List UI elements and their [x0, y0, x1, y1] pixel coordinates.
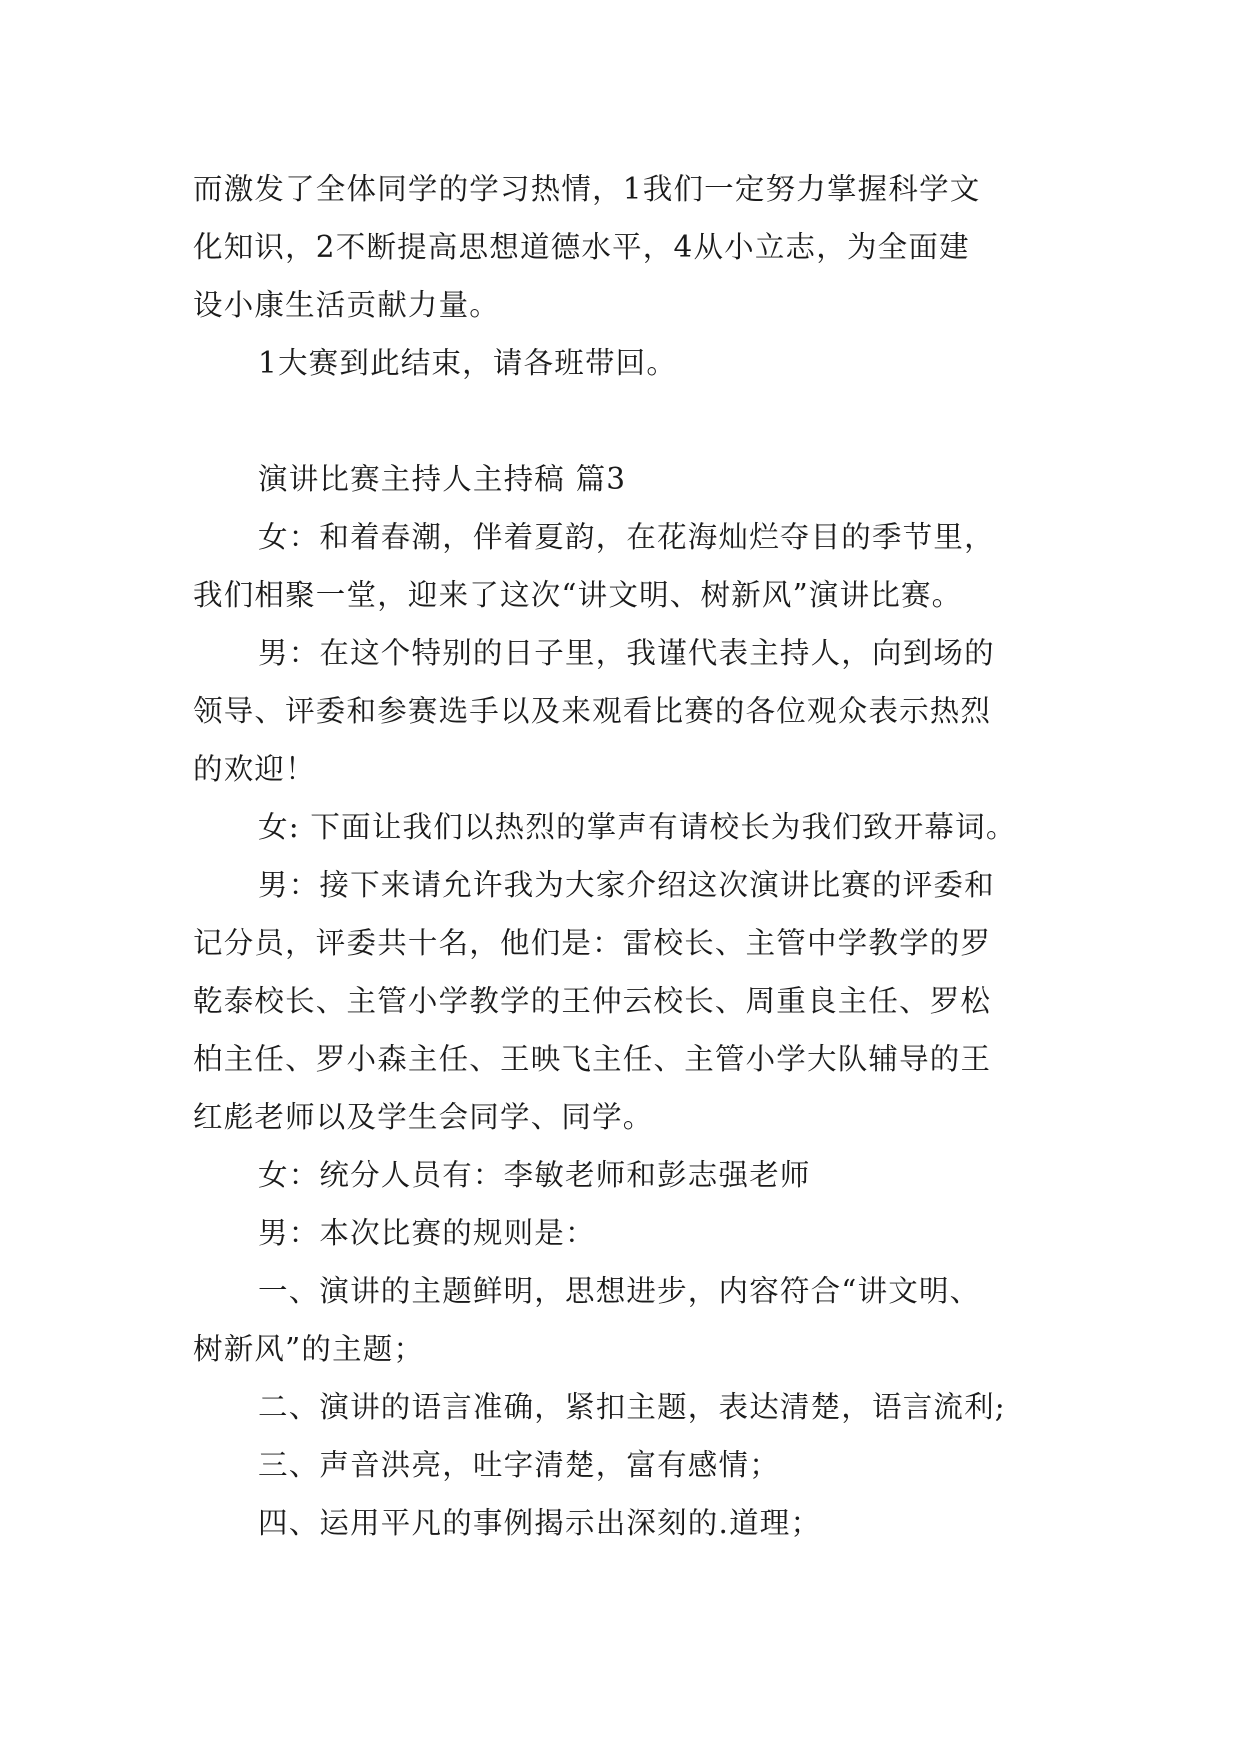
paragraph: [193, 1204, 1073, 1262]
text-line: 女: 下面让我们以热烈的掌声有请校长为我们致开幕词。: [258, 810, 1017, 844]
text-line: 设小康生活贡献力量。: [193, 288, 501, 322]
paragraph: [193, 1146, 1073, 1204]
text-line: 男：在这个特别的日子里，我谨代表主持人，向到场的: [258, 636, 995, 670]
text-line: 领导、评委和参赛选手以及来观看比赛的各位观众表示热烈: [193, 694, 992, 728]
text-line: 二、演讲的语言准确，紧扣主题，表达清楚，语言流利;: [258, 1390, 1006, 1424]
text-line: 1大赛到此结束，请各班带回。: [258, 346, 678, 380]
text-line: 一、演讲的主题鲜明，思想进步，内容符合“讲文明、: [258, 1274, 981, 1308]
text-line: 柏主任、罗小森主任、王映飞主任、主管小学大队辅导的王: [193, 1042, 992, 1076]
text-line: 三、声音洪亮，吐字清楚，富有感情；: [258, 1448, 780, 1482]
paragraph: [193, 508, 1073, 624]
text-line: 乾泰校长、主管小学教学的王仲云校长、周重良主任、罗松: [193, 984, 992, 1018]
text-line: 女：统分人员有：李敏老师和彭志强老师: [258, 1158, 811, 1192]
text-line: 男：本次比赛的规则是：: [258, 1216, 596, 1250]
paragraph: [193, 450, 1073, 508]
text-line: 而激发了全体同学的学习热情，1我们一定努力掌握科学文: [193, 172, 981, 206]
paragraph: [193, 1262, 1073, 1378]
text-line: 男：接下来请允许我为大家介绍这次演讲比赛的评委和: [258, 868, 995, 902]
paragraph: [193, 160, 1073, 334]
paragraph: [193, 624, 1073, 798]
text-line: 的欢迎！: [193, 752, 316, 786]
paragraph: [193, 1436, 1073, 1494]
text-line: 化知识，2不断提高思想道德水平，4从小立志，为全面建: [193, 230, 970, 264]
paragraph: [193, 334, 1073, 392]
document-body: [193, 160, 1073, 1552]
paragraph: [193, 1494, 1073, 1552]
text-line: 树新风”的主题；: [193, 1332, 425, 1366]
text-line: 女：和着春潮，伴着夏韵，在花海灿烂夺目的季节里，: [258, 520, 995, 554]
text-line: 演讲比赛主持人主持稿 篇3: [258, 462, 627, 496]
paragraph: [193, 856, 1073, 1146]
paragraph-spacer: [193, 392, 1073, 450]
paragraph: [193, 798, 1073, 856]
text-line: 我们相聚一堂，迎来了这次“讲文明、树新风”演讲比赛。: [193, 578, 963, 612]
paragraph: [193, 1378, 1073, 1436]
text-line: 红彪老师以及学生会同学、同学。: [193, 1100, 654, 1134]
text-line: 记分员，评委共十名，他们是：雷校长、主管中学教学的罗: [193, 926, 992, 960]
text-line: 四、运用平凡的事例揭示出深刻的.道理；: [258, 1506, 822, 1540]
